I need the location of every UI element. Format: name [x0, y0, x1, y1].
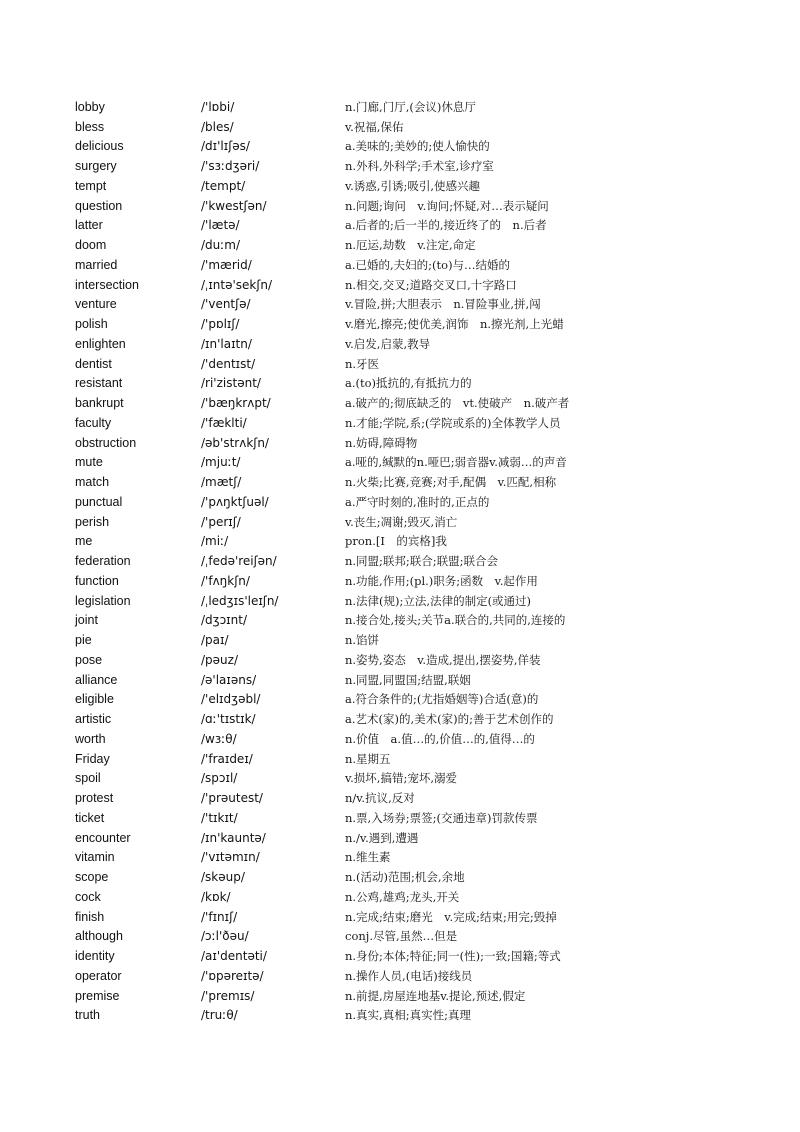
vocab-word: cock [75, 889, 101, 904]
vocab-word: obstruction [75, 435, 137, 450]
vocab-definition: n.完成;结束;磨光 v.完成;结束;用完;毁掉 [345, 909, 557, 924]
vocab-word: encounter [75, 830, 131, 845]
vocab-phonetic: /'elɪdʒəbl/ [201, 692, 261, 707]
vocab-definition: n.牙医 [345, 356, 380, 371]
vocab-phonetic: /'lɒbi/ [201, 99, 235, 114]
vocab-phonetic: /aɪ'dentəti/ [201, 949, 267, 964]
vocab-phonetic: /ɪn'kauntə/ [201, 830, 266, 845]
vocab-entry [75, 295, 775, 315]
vocab-word: ticket [75, 810, 105, 825]
vocab-entry [75, 196, 775, 216]
vocab-phonetic: /'ɒpəreɪtə/ [201, 968, 264, 983]
vocab-word: protest [75, 791, 114, 806]
vocab-entry [75, 907, 775, 927]
vocab-entry [75, 828, 775, 848]
vocab-word: question [75, 198, 123, 213]
vocab-entry [75, 788, 775, 808]
vocab-word: lobby [75, 99, 105, 114]
vocab-definition: a.后者的;后一半的,接近终了的 n.后者 [345, 218, 547, 233]
vocab-word: mute [75, 455, 103, 470]
vocab-entry [75, 117, 775, 137]
vocab-entry [75, 176, 775, 196]
vocab-definition: n.票,入场券;票签;(交通违章)罚款传票 [345, 810, 538, 825]
vocab-phonetic: /ɪn'laɪtn/ [201, 336, 252, 351]
vocab-definition: n.接合处,接头;关节a.联合的,共同的,连接的 [345, 613, 566, 628]
vocab-definition: v.祝福,保佑 [345, 119, 404, 134]
vocab-definition: n.法律(规);立法,法律的制定(或通过) [345, 593, 532, 608]
vocab-definition: a.已婚的,夫妇的;(to)与…结婚的 [345, 257, 511, 272]
vocab-definition: n.同盟,同盟国;结盟,联姻 [345, 672, 471, 687]
vocab-phonetic: /ɔːl'ðəu/ [201, 929, 249, 944]
vocab-entry [75, 769, 775, 789]
vocab-phonetic: /ˌledʒɪs'leɪʃn/ [201, 593, 279, 608]
vocab-word: truth [75, 1008, 101, 1023]
vocab-phonetic: /'pɒlɪʃ/ [201, 317, 240, 332]
vocab-phonetic: /mætʃ/ [201, 475, 242, 490]
vocab-phonetic: /'mærid/ [201, 257, 252, 272]
vocab-phonetic: /'fɪnɪʃ/ [201, 909, 238, 924]
vocab-phonetic: /pəuz/ [201, 652, 238, 667]
vocab-phonetic: /paɪ/ [201, 633, 229, 648]
vocab-entry [75, 216, 775, 236]
vocab-definition: n.火柴;比赛,竞赛;对手,配偶 v.匹配,相称 [345, 475, 557, 490]
vocab-definition: n.星期五 [345, 751, 391, 766]
vocab-definition: v.诱惑,引诱;吸引,使感兴趣 [345, 178, 480, 193]
vocab-definition: v.冒险,拼;大胆表示 n.冒险事业,拼,闯 [345, 297, 541, 312]
vocab-word: match [75, 475, 110, 490]
vocab-phonetic: /'premɪs/ [201, 988, 255, 1003]
vocab-phonetic: /dʒɔɪnt/ [201, 613, 247, 628]
vocab-definition: a.艺术(家)的,美术(家)的;善于艺术创作的 [345, 712, 554, 727]
vocab-word: punctual [75, 494, 123, 509]
vocab-word: identity [75, 949, 115, 964]
vocab-word: joint [75, 613, 98, 628]
vocab-phonetic: /truːθ/ [201, 1008, 238, 1023]
vocab-definition: n.厄运,劫数 v.注定,命定 [345, 238, 476, 253]
vocab-entry [75, 946, 775, 966]
vocab-phonetic: /spɔɪl/ [201, 771, 238, 786]
vocab-entry [75, 1006, 775, 1026]
vocab-phonetic: /'prəutest/ [201, 791, 263, 806]
vocab-entry [75, 808, 775, 828]
vocab-entry [75, 591, 775, 611]
vocab-definition: v.损坏,搞错;宠坏,溺爱 [345, 771, 457, 786]
vocab-entry [75, 472, 775, 492]
vocab-entry [75, 749, 775, 769]
vocab-word: eligible [75, 692, 114, 707]
vocab-entry [75, 729, 775, 749]
vocab-entry [75, 867, 775, 887]
vocab-definition: n.才能;学院,系;(学院或系的)全体教学人员 [345, 415, 561, 430]
vocab-word: surgery [75, 159, 117, 174]
vocab-definition: n/v.抗议,反对 [345, 791, 415, 806]
vocab-definition: a.哑的,缄默的n.哑巴;弱音器v.减弱…的声音 [345, 455, 567, 470]
vocab-definition: n.外科,外科学;手术室,诊疗室 [345, 159, 494, 174]
vocab-entry [75, 156, 775, 176]
vocab-definition: a.美味的;美妙的;使人愉快的 [345, 139, 490, 154]
vocab-definition: n.功能,作用;(pl.)职务;函数 v.起作用 [345, 573, 538, 588]
vocab-word: worth [75, 731, 106, 746]
vocab-entry [75, 709, 775, 729]
vocab-definition: v.丧生;凋谢;毁灭,消亡 [345, 514, 458, 529]
vocab-entry [75, 690, 775, 710]
vocab-phonetic: /wɜːθ/ [201, 731, 237, 746]
vocab-definition: n.公鸡,雄鸡;龙头,开关 [345, 889, 460, 904]
vocab-entry [75, 255, 775, 275]
vocab-phonetic: /əb'strʌkʃn/ [201, 435, 269, 450]
vocab-entry [75, 393, 775, 413]
vocab-word: scope [75, 870, 109, 885]
vocab-definition: n.价值 a.值…的,价值…的,值得…的 [345, 731, 535, 746]
vocab-phonetic: /'sɜːdʒəri/ [201, 159, 260, 174]
vocab-definition: n.身份;本体;特征;同一(性);一致;国籍;等式 [345, 949, 561, 964]
vocab-definition: a.符合条件的;(尤指婚姻等)合适(意)的 [345, 692, 539, 707]
vocab-definition: n.馅饼 [345, 633, 380, 648]
vocab-phonetic: /ˌɪntə'sekʃn/ [201, 277, 273, 292]
vocab-word: latter [75, 218, 103, 233]
vocab-entry [75, 611, 775, 631]
vocab-word: finish [75, 909, 105, 924]
vocab-phonetic: /'dentɪst/ [201, 356, 256, 371]
vocab-entry [75, 413, 775, 433]
vocab-word: operator [75, 968, 122, 983]
vocab-phonetic: /'fraɪdeɪ/ [201, 751, 253, 766]
vocab-word: tempt [75, 178, 107, 193]
vocab-definition: n.同盟;联邦;联合;联盟;联合会 [345, 554, 499, 569]
vocab-entry [75, 433, 775, 453]
vocab-phonetic: /'vɪtəmɪn/ [201, 850, 260, 865]
vocab-entry [75, 235, 775, 255]
vocab-word: bless [75, 119, 105, 134]
vocab-entry [75, 334, 775, 354]
vocab-entry [75, 314, 775, 334]
vocab-entry [75, 374, 775, 394]
vocab-word: premise [75, 988, 120, 1003]
vocab-definition: v.启发,启蒙,教导 [345, 336, 431, 351]
vocab-definition: n.门廊,门厅,(会议)休息厅 [345, 99, 476, 114]
vocab-word: perish [75, 514, 110, 529]
vocab-word: vitamin [75, 850, 115, 865]
vocab-word: married [75, 257, 118, 272]
vocab-entry [75, 571, 775, 591]
vocab-definition: n./v.遇到,遭遇 [345, 830, 419, 845]
vocab-definition: n.(活动)范围;机会,余地 [345, 870, 465, 885]
vocab-definition: v.磨光,擦亮;使优美,润饰 n.擦光剂,上光蜡 [345, 317, 564, 332]
vocab-word: dentist [75, 356, 112, 371]
vocab-phonetic: /ə'laɪəns/ [201, 672, 257, 687]
vocab-word: bankrupt [75, 396, 124, 411]
vocab-phonetic: /ˌfedə'reiʃən/ [201, 554, 277, 569]
vocab-word: Friday [75, 751, 110, 766]
vocab-word: federation [75, 554, 131, 569]
vocab-definition: conj.尽管,虽然…但是 [345, 929, 458, 944]
vocab-entry [75, 670, 775, 690]
vocab-phonetic: /miː/ [201, 534, 229, 549]
vocab-phonetic: /mjuːt/ [201, 455, 241, 470]
vocab-phonetic: /kɒk/ [201, 889, 231, 904]
vocab-definition: a.严守时刻的,准时的,正点的 [345, 494, 490, 509]
vocab-phonetic: /'lætə/ [201, 218, 240, 233]
vocab-definition: pron.[I 的宾格]我 [345, 534, 447, 549]
vocab-word: me [75, 534, 93, 549]
vocab-phonetic: /'fʌŋkʃn/ [201, 573, 250, 588]
vocab-definition: n.妨碍,障碍物 [345, 435, 418, 450]
vocab-phonetic: /'tɪkɪt/ [201, 810, 238, 825]
vocab-word: resistant [75, 376, 123, 391]
vocab-phonetic: /skəup/ [201, 870, 245, 885]
vocab-entry [75, 630, 775, 650]
vocab-phonetic: /bles/ [201, 119, 234, 134]
vocab-entry [75, 887, 775, 907]
vocab-word: intersection [75, 277, 139, 292]
vocab-word: legislation [75, 593, 131, 608]
vocab-word: function [75, 573, 119, 588]
vocab-definition: n.真实,真相;真实性;真理 [345, 1008, 471, 1023]
vocab-entry [75, 532, 775, 552]
vocab-entry [75, 512, 775, 532]
vocab-phonetic: /'ventʃə/ [201, 297, 251, 312]
vocab-phonetic: /'fækltі/ [201, 415, 247, 430]
vocab-word: venture [75, 297, 117, 312]
vocab-definition: n.操作人员,(电话)接线员 [345, 968, 473, 983]
vocab-word: artistic [75, 712, 112, 727]
vocab-entry [75, 275, 775, 295]
vocab-word: pose [75, 652, 103, 667]
vocab-definition: n.维生素 [345, 850, 391, 865]
vocab-phonetic: /'perɪʃ/ [201, 514, 241, 529]
vocab-definition: n.相交,交叉;道路交叉口,十字路口 [345, 277, 517, 292]
vocab-entry [75, 551, 775, 571]
vocab-word: delicious [75, 139, 124, 154]
vocab-phonetic: /'pʌŋktʃuəl/ [201, 494, 269, 509]
vocab-phonetic: /dɪ'lɪʃəs/ [201, 139, 250, 154]
vocab-word: doom [75, 238, 107, 253]
vocab-entry [75, 848, 775, 868]
vocab-phonetic: /tempt/ [201, 178, 246, 193]
vocab-entry [75, 453, 775, 473]
vocab-entry [75, 137, 775, 157]
vocab-definition: n.前提,房屋连地基v.提论,预述,假定 [345, 988, 526, 1003]
vocab-word: spoil [75, 771, 101, 786]
vocab-definition: a.(to)抵抗的,有抵抗力的 [345, 376, 472, 391]
vocab-entry [75, 650, 775, 670]
vocab-entry [75, 354, 775, 374]
vocabulary-list [75, 97, 775, 1025]
vocab-definition: n.问题;询问 v.询问;怀疑,对…表示疑问 [345, 198, 549, 213]
vocab-word: although [75, 929, 123, 944]
vocab-word: polish [75, 317, 108, 332]
vocab-entry [75, 927, 775, 947]
vocab-phonetic: /ɑː'tɪstɪk/ [201, 712, 256, 727]
vocab-phonetic: /'bæŋkrʌpt/ [201, 396, 271, 411]
vocab-word: faculty [75, 415, 112, 430]
vocab-definition: a.破产的;彻底缺乏的 vt.使破产 n.破产者 [345, 396, 570, 411]
vocab-phonetic: /'kwestʃən/ [201, 198, 267, 213]
vocab-entry [75, 986, 775, 1006]
vocab-entry [75, 492, 775, 512]
vocab-word: alliance [75, 672, 118, 687]
vocab-definition: n.姿势,姿态 v.造成,提出,摆姿势,佯装 [345, 652, 541, 667]
vocab-word: enlighten [75, 336, 126, 351]
vocab-phonetic: /ri'zistənt/ [201, 376, 261, 391]
vocab-entry [75, 966, 775, 986]
vocab-phonetic: /duːm/ [201, 238, 241, 253]
vocab-word: pie [75, 633, 92, 648]
vocab-entry [75, 97, 775, 117]
